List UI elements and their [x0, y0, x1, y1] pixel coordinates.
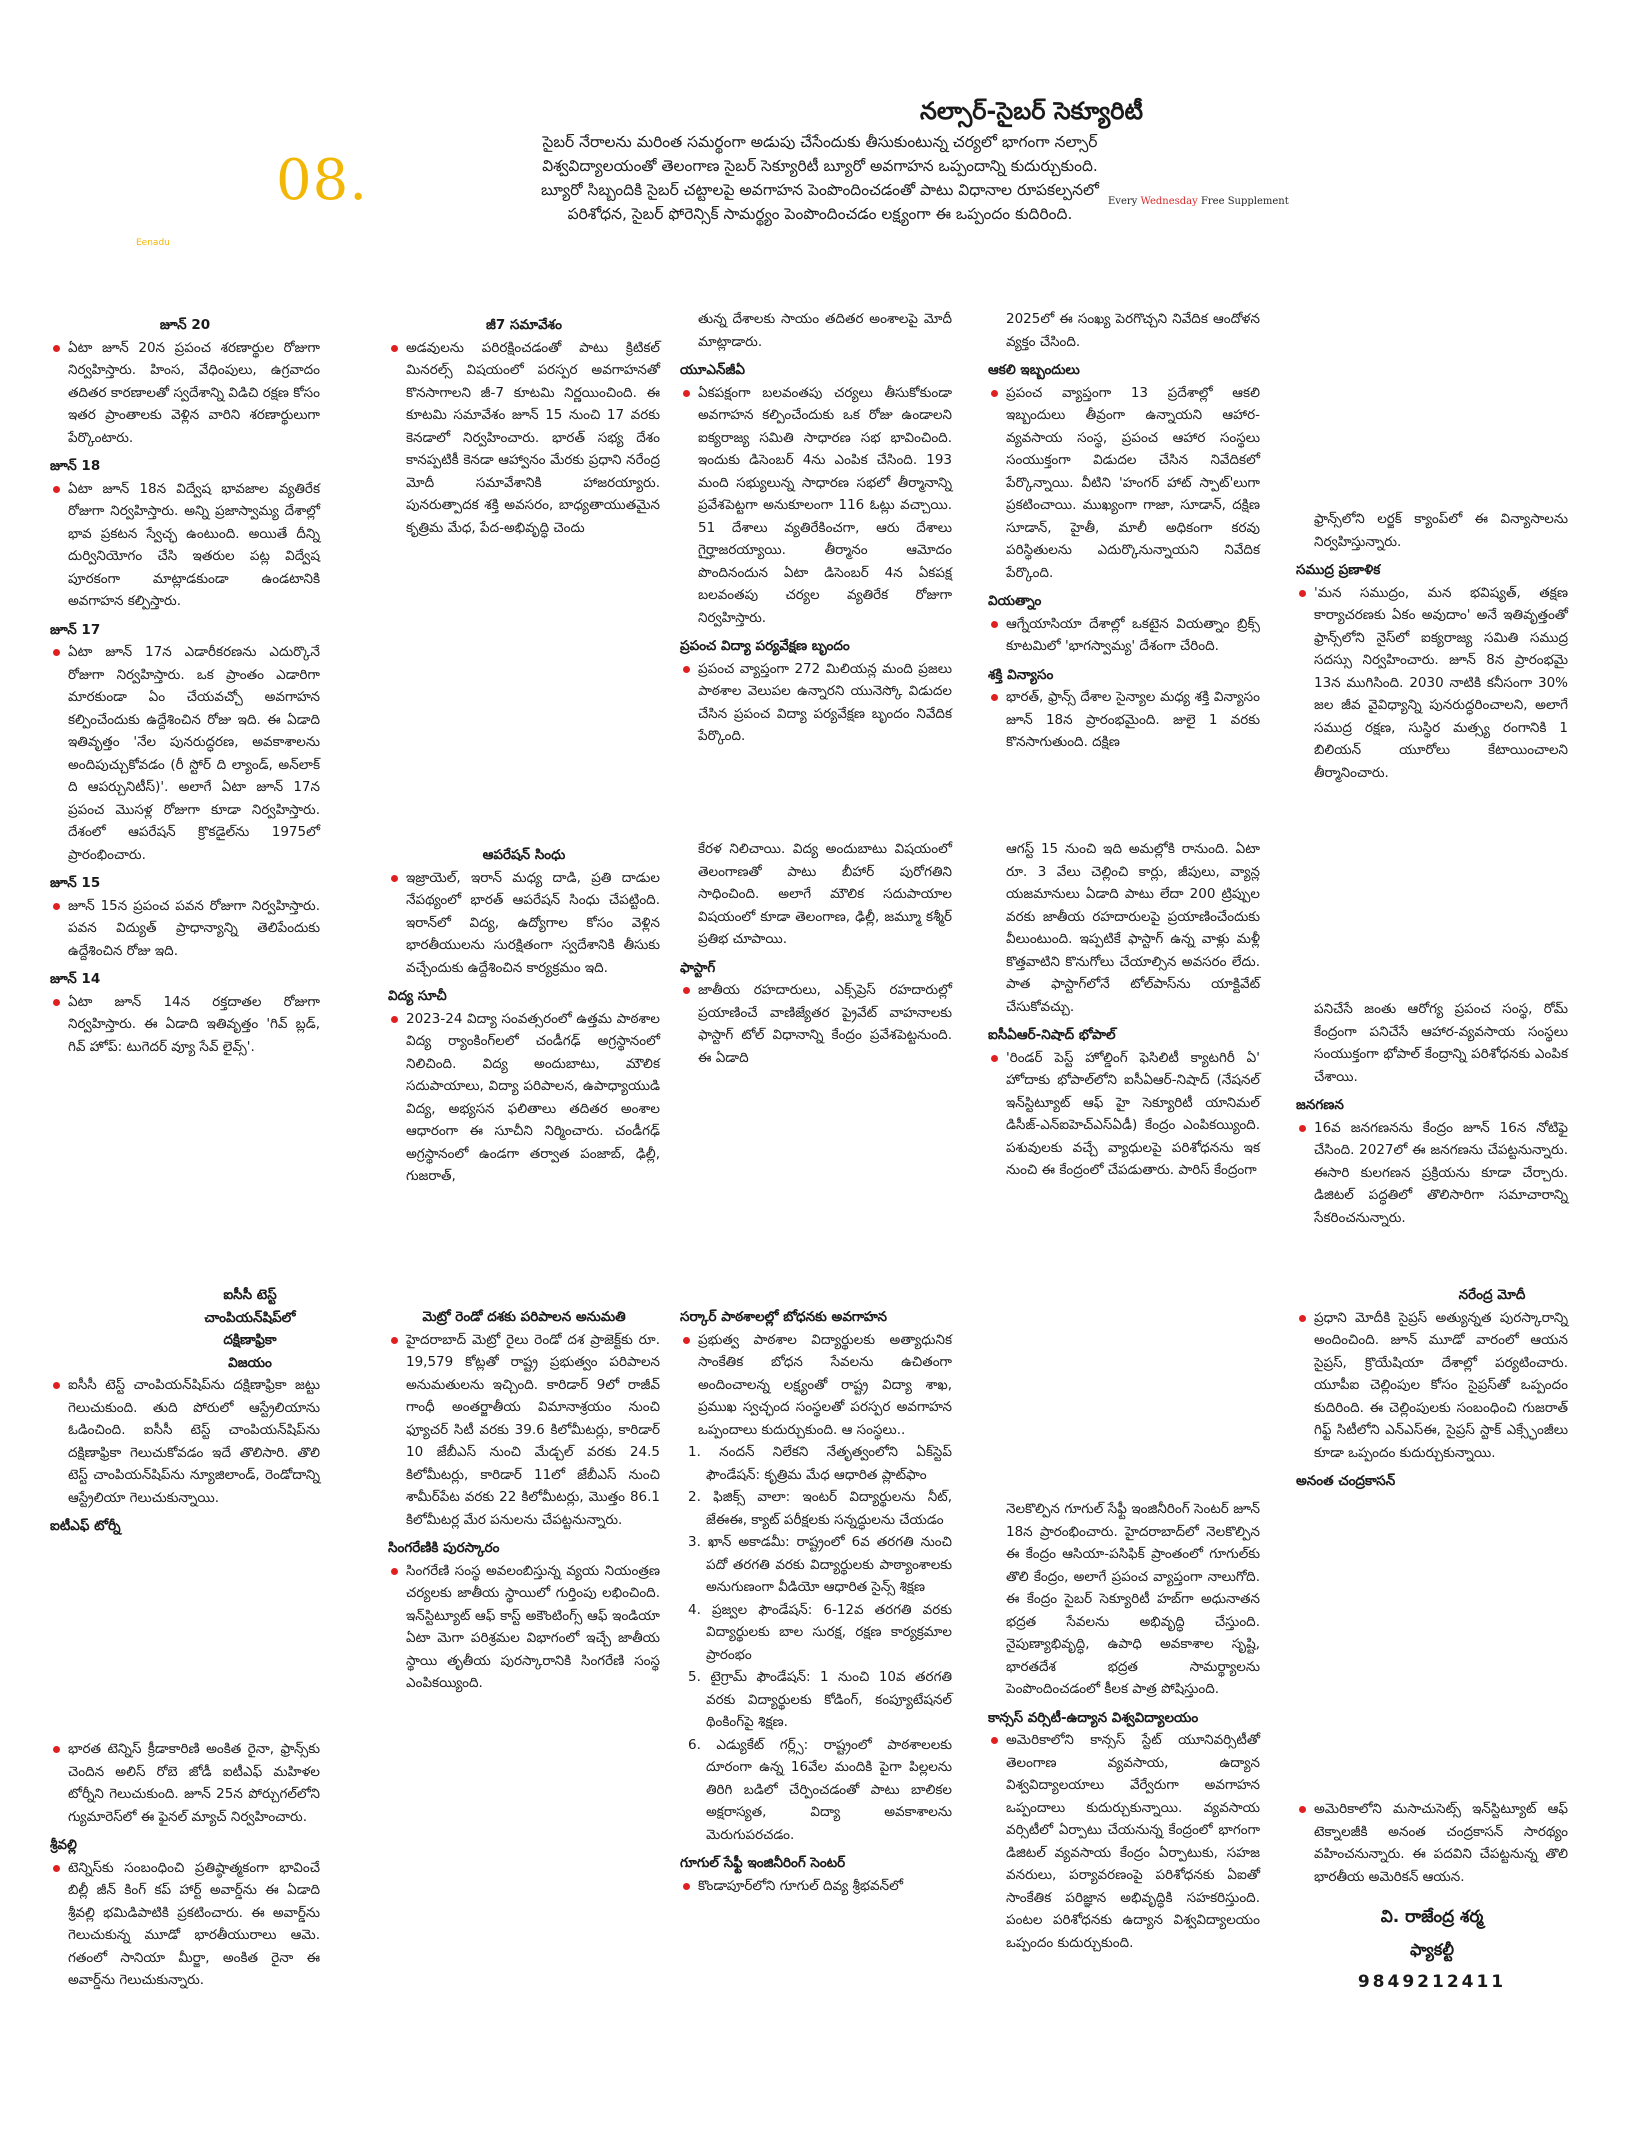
- article-text: అమెరికాలోని మసాచుసెట్స్‌ ఇన్‌స్టిట్యూట్‌ ఆఫ్‌ టెక్నాలజీకి అనంత చంద్రకాసన్‌ సారథ్యం వహించనున్నారు. ఈ పదవిని చేపట్టనున్న తొలి భారతీయ అమెరికన్‌ ఆయన.: [1296, 1798, 1568, 1888]
- article-text: 16వ జనగణనను కేంద్రం జూన్‌ 16న నోటిఫై చేసింది. 2027లో ఈ జనగణను చేపట్టనున్నారు. ఈసారి కులగణన ప్రక్రియను కూడా చేర్చారు. డిజిటల్‌ పద్ధతిలో తొలిసారిగా సమాచారాన్ని సేకరించనున్నారు.: [1296, 1117, 1568, 1230]
- article-text: ఏకపక్షంగా బలవంతపు చర్యలు తీసుకోకుండా అవగాహన కల్పించేందుకు ఒక రోజు ఉండాలని ఐక్యరాజ్య సమితి సాధారణ సభ భావించింది. ఇందుకు డిసెంబర్‌ 4ను ఎంపిక చేసింది. 193 మంది సభ్యులున్న సాధారణ సభలో తీర్మానాన్ని ప్రవేశపెట్టగా అనుకూలంగా 116 ఓట్లు వచ్చాయి. 51 దేశాలు వ్యతిరేకించగా, ఆరు దేశాలు గైర్హాజరయ్యాయి. తీర్మానం ఆమోదం పొందినందున ఏటా డిసెంబర్‌ 4న ఏకపక్ష బలవంతపు చర్యల వ్యతిరేక రోజుగా నిర్వహిస్తారు.: [680, 382, 952, 630]
- article-text: ఆగ్నేయాసియా దేశాల్లో ఒకటైన వియత్నాం బ్రిక్స్‌ కూటమిలో 'భాగస్వామ్య' దేశంగా చేరింది.: [988, 613, 1260, 658]
- article-text: కేరళ నిలిచాయి. విద్య అందుబాటు విషయంలో తెలంగాణతో పాటు బీహార్‌ పురోగతిని సాధించింది. అలాగే మౌలిక సదుపాయాల విషయంలో కూడా తెలంగాణ, ఢిల్లీ, జమ్మూ కశ్మీర్‌ ప్రతిభ చూపాయి.: [698, 841, 952, 947]
- section-icc: [50, 1278, 320, 1538]
- section-heading: ఐసీసీ టెస్ట్‌ చాంపియన్‌షిప్‌లో దక్షిణాఫ్రికా విజయం: [204, 1287, 296, 1371]
- article-text: అడవులను పరిరక్షించడంతో పాటు క్రిటికల్‌ మినరల్స్‌ విషయంలో పరస్పర అవగాహనతో కొనసాగాలని జీ-7 కూటమి నిర్ణయించింది. ఈ కూటమి సమావేశం జూన్‌ 15 నుంచి 17 వరకు కెనడాలో నిర్వహించారు. భారత్‌ సభ్య దేశం కానప్పటికీ కెనడా ఆహ్వానం మేరకు ప్రధాని నరేంద్ర మోదీ సమావేశానికి హాజరయ్యారు. పునరుత్పాదక శక్తి అవసరం, బాధ్యతాయుతమైన కృత్రిమ మేధ, పేద-అభివృద్ధి చెందు: [388, 337, 660, 540]
- article-text: ప్రభుత్వ పాఠశాల విద్యార్థులకు అత్యాధునిక సాంకేతిక బోధన సేవలను ఉచితంగా అందించాలన్న లక్ష్యంతో రాష్ట్ర విద్యా శాఖ, ప్రముఖ స్వచ్ఛంద సంస్థలతో పరస్పర అవగాహన ఒప్పందాలు కుదుర్చుకుంది. ఆ సంస్థలు..: [680, 1329, 952, 1442]
- list-item: 1. నందన్‌ నిలేకని నేతృత్వంలోని ఏక్‌స్టెప్‌ ఫౌండేషన్‌: కృత్రిమ మేధ ఆధారిత ప్లాట్‌ఫాం: [688, 1444, 952, 1483]
- section-census: [1296, 998, 1568, 1229]
- article-text: ఏటా జూన్‌ 17న ఎడారీకరణను ఎదుర్కొనే రోజుగా నిర్వహిస్తారు. ఒక ప్రాంతం ఎడారిగా మారకుండా ఏం చేయవచ్చో అవగాహన కల్పించేందుకు ఉద్దేశించిన రోజు ఇది. ఈ ఏడాది ఇతివృత్తం 'నేల పునరుద్ధరణ, అవకాశాలను అందిపుచ్చుకోవడం (రీ స్టోర్‌ ది ల్యాండ్‌, అన్‌లాక్‌ ది ఆపర్చునిటీస్‌)'. అలాగే ఏటా జూన్‌ 17న ప్రపంచ మొసళ్ల రోజుగా కూడా నిర్వహిస్తారు. దేశంలో ఆపరేషన్‌ క్రొకడైల్‌ను 1975లో ప్రారంభించారు.: [50, 641, 320, 866]
- section-schools: [680, 1300, 952, 1897]
- article-text: అమెరికాలోని కాన్సస్‌ స్టేట్‌ యూనివర్సిటీతో తెలంగాణ వ్యవసాయ, ఉద్యాన విశ్వవిద్యాలయాలు వేర్వేరుగా అవగాహన ఒప్పందాలు కుదుర్చుకున్నాయి. వ్యవసాయ వర్సిటీలో ఏర్పాటు చేయనున్న కేంద్రంలో భాగంగా డిజిటల్‌ వ్యవసాయ కేంద్రం ఏర్పాటుకు, సహజ వనరులు, పర్యావరణంపై పరిశోధనకు ఏఐతో సాంకేతిక పరిజ్ఞాన అభివృద్ధికి సహకరిస్తుంది. పంటల పరిశోధనకు ఉద్యాన విశ్వవిద్యాలయం ఒప్పందం కుదుర్చుకుంది.: [988, 1729, 1260, 1954]
- section-heading: ఐసీఏఆర్‌-నిషాద్‌ భోపాల్‌: [988, 1027, 1116, 1043]
- publication-mark: Eenadu: [136, 238, 170, 248]
- date-heading: జూన్‌ 14: [50, 971, 101, 987]
- date-heading: జూన్‌ 20: [159, 317, 211, 333]
- article-text: సింగరేణి సంస్థ అవలంబిస్తున్న వ్యయ నియంత్రణ చర్యలకు జాతీయ స్థాయిలో గుర్తింపు లభించింది. ఇన్‌స్టిట్యూట్‌ ఆఫ్‌ కాస్ట్‌ అకౌంటింగ్స్‌ ఆఫ్‌ ఇండియా ఏటా మెగా పరిశ్రమల విభాగంలో ఇచ్చే జాతీయ స్థాయి తృతీయ పురస్కారానికి సింగరేణి సంస్థ ఎంపికయ్యింది.: [388, 1560, 660, 1695]
- section-unga: [680, 308, 952, 748]
- article-text: ప్రపంచ వ్యాప్తంగా 272 మిలియన్ల మంది ప్రజలు పాఠశాల వెలుపల ఉన్నారని యునెస్కో విడుదల చేసిన ప్రపంచ విద్యా పర్యవేక్షణ బృందం నివేదిక పేర్కొంది.: [680, 658, 952, 748]
- section-tennis: [50, 1738, 320, 1992]
- section-heading: సింగరేణికి పురస్కారం: [388, 1540, 500, 1556]
- article-text: జాతీయ రహదారులు, ఎక్స్‌ప్రెస్‌ రహదారుల్లో ప్రయాణించే వాణిజ్యేతర ప్రైవేట్‌ వాహనాలకు ఫాస్టాగ్‌ టోల్‌ విధానాన్ని కేంద్రం ప్రవేశపెట్టనుంది. ఈ ఏడాది: [680, 979, 952, 1069]
- date-heading: జూన్‌ 17: [50, 621, 101, 638]
- article-text: ఏటా జూన్‌ 18న విద్వేష భావజాల వ్యతిరేక రోజుగా నిర్వహిస్తారు. అన్ని ప్రజాస్వామ్య దేశాల్లో భావ ప్రకటన స్వేచ్ఛ ఉంటుంది. అయితే దీన్ని దుర్వినియోగం చేసి ఇతరుల పట్ల విద్వేష పూరకంగా మాట్లాడకుండా ఉండటానికి అవగాహన కల్పిస్తారు.: [50, 478, 320, 613]
- article-text: టెన్నిస్‌కు సంబంధించి ప్రతిష్ఠాత్మకంగా భావించే బిల్లీ జీన్‌ కింగ్‌ కప్‌ హార్ట్‌ అవార్డ్‌ను ఈ ఏడాది శ్రీవల్లి భమిడిపాటికి ప్రకటించారు. ఈ అవార్డ్‌ను గెలుచుకున్న మూడో భారతీయురాలు ఆమె. గతంలో సానియా మీర్జా, అంకిత రైనా ఈ అవార్డ్‌ను గెలుచుకున్నారు.: [50, 1857, 320, 1992]
- page-number: 08.: [276, 148, 369, 213]
- article-text: నెలకొల్పిన గూగుల్‌ సేఫ్టీ ఇంజినీరింగ్‌ సెంటర్‌ జూన్‌ 18న ప్రారంభించారు. హైదరాబాద్‌లో నెలకొల్పిన ఈ కేంద్రం ఆసియా-పసిఫిక్‌ ప్రాంతంలో గూగుల్‌కు తొలి కేంద్రం, అలాగే ప్రపంచ వ్యాప్తంగా నాలుగోది. ఈ కేంద్రం సైబర్‌ సెక్యూరిటీ హబ్‌గా అధునాతన భద్రత సేవలను అభివృద్ధి చేస్తుంది. నైపుణ్యాభివృద్ధి, ఉపాధి అవకాశాల సృష్టి, భారతదేశ భద్రత సామర్థ్యాలను పెంపొందించడంలో కీలక పాత్ర పోషిస్తుంది.: [1006, 1501, 1260, 1697]
- article-text: హైదరాబాద్‌ మెట్రో రైలు రెండో దశ ప్రాజెక్ట్‌కు రూ. 19,579 కోట్లతో రాష్ట్ర ప్రభుత్వం పరిపాలన అనుమతులను ఇచ్చింది. కారిడార్‌ 9లో రాజీవ్‌ గాంధీ అంతర్జాతీయ విమానాశ్రయం నుంచి ఫ్యూచర్‌ సిటీ వరకు 39.6 కిలోమీటర్లు, కారిడార్‌ 10 జేబీఎస్‌ నుంచి మేడ్చల్‌ వరకు 24.5 కిలోమీటర్లు, కారిడార్‌ 11లో జేబీఎస్‌ నుంచి శామీర్‌పేట వరకు 22 కిలోమీటర్లు, మొత్తం 86.1 కిలోమీటర్ల మేర పనులను చేపట్టనున్నారు.: [388, 1329, 660, 1532]
- lead-headline: నల్సార్‌-సైబర్‌ సెక్యూరిటీ: [920, 97, 1143, 125]
- section-mit: [1296, 1798, 1568, 1994]
- article-text: ప్రపంచ వ్యాప్తంగా 13 ప్రదేశాల్లో ఆకలి ఇబ్బందులు తీవ్రంగా ఉన్నాయని ఆహార-వ్యవసాయ సంస్థ, ప్రపంచ ఆహార సంస్థలు సంయుక్తంగా విడుదల చేసిన నివేదికలో పేర్కొన్నాయి. వీటిని 'హంగర్‌ హాట్‌ స్పాట్‌'లుగా ప్రకటించాయి. ముఖ్యంగా గాజా, సూడాన్‌, దక్షిణ సూడాన్‌, హైతీ, మాలీ అధికంగా కరవు పరిస్థితులను ఎదుర్కొనున్నాయని నివేదిక పేర్కొంది.: [988, 382, 1260, 585]
- article-text: ప్రధాని మోదీకి సైప్రస్‌ అత్యున్నత పురస్కారాన్ని అందించింది. జూన్‌ మూడో వారంలో ఆయన సైప్రస్‌, క్రొయేషియా దేశాల్లో పర్యటించారు. యూపీఐ చెల్లింపుల కోసం సైప్రస్‌తో ఒప్పందం కుదిరింది. ఈ చెల్లింపులకు సంబంధించి గుజరాత్‌ గిఫ్ట్‌ సిటీలోని ఎన్‌ఎస్‌ఈ, సైప్రస్‌ స్టాక్‌ ఎక్స్ఛేంజీలు కూడా ఒప్పందం కుదుర్చుకున్నాయి.: [1296, 1307, 1568, 1465]
- section-heading: ఆకలి ఇబ్బందులు: [988, 362, 1080, 378]
- article-text: ఫ్రాన్స్‌లోని లర్జక్‌ క్యాంప్‌లో ఈ విన్యాసాలను నిర్వహిస్తున్నారు.: [1314, 511, 1568, 550]
- article-text: 2023-24 విద్యా సంవత్సరంలో ఉత్తమ పాఠశాల విద్య ర్యాంకింగ్‌లలో చండీగఢ్‌ అగ్రస్థానంలో నిలిచింది. విద్య అందుబాటు, మౌలిక సదుపాయాలు, విద్యా పరిపాలన, ఉపాధ్యాయుడి విద్య, అభ్యసన ఫలితాలు తదితర అంశాల ఆధారంగా ఈ సూచీని నిర్మించారు. చండీగఢ్‌ అగ్రస్థానంలో ఉండగా తర్వాత పంజాబ్‌, ఢిల్లీ, గుజరాత్‌,: [388, 1008, 660, 1188]
- section-heading: ఆపరేషన్‌ సింధు: [482, 847, 566, 863]
- supplement-line: [1108, 196, 1289, 207]
- list-item: 4. ప్రజ్వల ఫౌండేషన్‌: 6-12వ తరగతి వరకు విద్యార్థులకు బాల సురక్ష, రక్షణ కార్యక్రమాల ప్రారంభం: [688, 1601, 952, 1663]
- section-heading: శ్రీవల్లి: [50, 1837, 77, 1853]
- section-heading: అనంత చంద్రకాసన్‌: [1296, 1473, 1396, 1489]
- article-text: ఆగస్ట్‌ 15 నుంచి ఇది అమల్లోకి రానుంది. ఏటా రూ. 3 వేలు చెల్లించి కార్లు, జీపులు, వ్యాన్ల యజమానులు ఏడాది పాటు లేదా 200 ట్రిప్పుల వరకు జాతీయ రహదారులపై ప్రయాణించేందుకు వీలుంటుంది. ఇప్పటికే ఫాస్టాగ్‌ ఉన్న వాళ్లు మళ్లీ కొత్తవాటిని కొనుగోలు చేయాల్సిన అవసరం లేదు. పాత ఫాస్టాగ్‌లోనే టోల్‌పాస్‌ను యాక్టివేట్‌ చేసుకోవచ్చు.: [1006, 841, 1260, 1015]
- article-text: కొండాపూర్‌లోని గూగుల్‌ దివ్య శ్రీభవన్‌లో: [680, 1875, 952, 1898]
- supplement-post: Free Supplement: [1197, 196, 1289, 207]
- article-text: 'రిండర్‌ పెస్ట్‌ హోల్డింగ్‌ ఫెసిలిటీ క్యాటగిరీ ఏ' హోదాకు భోపాల్‌లోని ఐసీఏఆర్‌-నిషాద్‌ (నేషనల్‌ ఇన్‌స్టిట్యూట్‌ ఆఫ్‌ హై సెక్యూరిటీ యానిమల్‌ డిసీజ్‌-ఎన్‌ఐహెచ్‌ఎస్‌ఏడీ) కేంద్రం ఎంపికయ్యింది. పశువులకు వచ్చే వ్యాధులపై పరిశోధనను ఇక నుంచి ఈ కేంద్రంలో చేపడుతారు. పారిస్‌ కేంద్రంగా: [988, 1047, 1260, 1182]
- section-heading: యూఎన్‌జీఏ: [680, 362, 745, 378]
- article-text: పనిచేసే జంతు ఆరోగ్య ప్రపంచ సంస్థ, రోమ్‌ కేంద్రంగా పనిచేసే ఆహార-వ్యవసాయ సంస్థలు సంయుక్తంగా భోపాల్‌ కేంద్రాన్ని పరిశోధనకు ఎంపిక చేశాయి.: [1314, 1001, 1568, 1085]
- article-text: తున్న దేశాలకు సాయం తదితర అంశాలపై మోదీ మాట్లాడారు.: [698, 311, 952, 350]
- list-item: 6. ఎడ్యుకేట్‌ గర్ల్స్‌: రాష్ట్రంలో పాఠశాలలకు దూరంగా ఉన్న 16వేల మందికి పైగా పిల్లలను తిరిగి బడిలో చేర్పించడంతో పాటు బాలికల అక్షరాస్యత, విద్యా అవకాశాలను మెరుగుపరచడం.: [688, 1736, 952, 1843]
- article-text: ఏటా జూన్‌ 20న ప్రపంచ శరణార్థుల రోజుగా నిర్వహిస్తారు. హింస, వేధింపులు, ఉగ్రవాదం తదితర కారణాలతో స్వదేశాన్ని విడిచి రక్షణ కోసం ఇతర ప్రాంతాలకు వెళ్లిన వారిని శరణార్థులుగా పేర్కొంటారు.: [50, 337, 320, 450]
- section-heading: నరేంద్ర మోదీ: [1458, 1287, 1526, 1303]
- section-days: [50, 308, 320, 1058]
- section-heading: ఐటీఎఫ్‌ టోర్నీ: [50, 1518, 121, 1534]
- author-name: వి. రాజేంద్ర శర్మ: [1380, 1907, 1484, 1927]
- section-heading: శక్తి విన్యాసం: [988, 666, 1054, 683]
- section-icar: [988, 838, 1260, 1182]
- list-item: 2. ఫిజిక్స్‌ వాలా: ఇంటర్‌ విద్యార్థులను నీట్‌, జేఈఈ, క్యాట్‌ పరీక్షలకు సన్నద్ధులను చేయడం: [688, 1489, 952, 1528]
- section-heading: కాన్సస్‌ వర్సిటీ-ఉద్యాన విశ్వవిద్యాలయం: [988, 1709, 1199, 1726]
- article-text: 2025లో ఈ సంఖ్య పెరగొచ్చని నివేదిక ఆందోళన వ్యక్తం చేసింది.: [1006, 311, 1260, 350]
- article-text: ఇజ్రాయెల్‌, ఇరాన్‌ మధ్య దాడి, ప్రతి దాడుల నేపథ్యంలో భారత్‌ ఆపరేషన్‌ సింధు చేపట్టింది. ఇరాన్‌లో విద్య, ఉద్యోగాల కోసం వెళ్లిన భారతీయులను సురక్షితంగా స్వదేశానికి తీసుకు వచ్చేందుకు ఉద్దేశించిన కార్యక్రమం ఇది.: [388, 867, 660, 980]
- section-ocean: [1296, 508, 1568, 784]
- section-heading: ప్రపంచ విద్యా పర్యవేక్షణ బృందం: [680, 638, 850, 654]
- section-operation-sindhu: [388, 838, 660, 1188]
- article-text: 'మన సముద్రం, మన భవిష్యత్‌, తక్షణ కార్యాచరణకు ఏకం అవుదాం' అనే ఇతివృత్తంతో ఫ్రాన్స్‌లోని నైస్‌లో ఐక్యరాజ్య సమితి సముద్ర సదస్సు నిర్వహించారు. జూన్‌ 8న ప్రారంభమై 13న ముగిసింది. 2030 నాటికి కనీసంగా 30% జల జీవ వైవిధ్యాన్ని పునరుద్ధరించాలని, అలాగే సముద్ర రక్షణ, సుస్థిర మత్స్య రంగానికి 1 బిలియన్‌ యూరోలు కేటాయించాలని తీర్మానించారు.: [1296, 582, 1568, 785]
- article-text: జూన్‌ 15న ప్రపంచ పవన రోజుగా నిర్వహిస్తారు. పవన విద్యుత్‌ ప్రాధాన్యాన్ని తెలిపేందుకు ఉద్దేశించిన రోజు ఇది.: [50, 895, 320, 963]
- section-heading: విద్య సూచీ: [388, 988, 447, 1004]
- section-metro: [388, 1300, 660, 1695]
- section-hunger: [988, 308, 1260, 754]
- author-role: ఫ్యాకల్టీ: [1410, 1939, 1454, 1959]
- author-phone: 9849212411: [1357, 1972, 1507, 1992]
- section-fastag: [680, 838, 952, 1069]
- section-modi: [1296, 1278, 1568, 1493]
- list-item: 3. ఖాన్‌ అకాడమీ: రాష్ట్రంలో 6వ తరగతి నుంచి పదో తరగతి వరకు విద్యార్థులకు పాఠ్యాంశాలకు అనుగుణంగా వీడియో ఆధారిత సైన్స్‌ శిక్షణ: [688, 1534, 952, 1595]
- date-heading: జూన్‌ 18: [50, 458, 101, 474]
- section-heading: సముద్ర ప్రణాళిక: [1296, 562, 1381, 578]
- section-heading: మెట్రో రెండో దశకు పరిపాలన అనుమతి: [422, 1309, 626, 1325]
- list-item: 5. టైగ్రామ్‌ ఫౌండేషన్‌: 1 నుంచి 10వ తరగతి వరకు విద్యార్థులకు కోడింగ్‌, కంప్యూటేషనల్‌ థింకింగ్‌పై శిక్షణ.: [688, 1669, 952, 1730]
- article-text: భారత్‌, ఫ్రాన్స్‌ దేశాల సైన్యాల మధ్య శక్తి విన్యాసం జూన్‌ 18న ప్రారంభమైంది. జులై 1 వరకు కొనసాగుతుంది. దక్షిణ: [988, 686, 1260, 754]
- article-text: ఐసీసీ టెస్ట్‌ చాంపియన్‌షిప్‌ను దక్షిణాఫ్రికా జట్టు గెలుచుకుంది. తుది పోరులో ఆస్ట్రేలియాను ఓడించింది. ఐసీసీ టెస్ట్‌ చాంపియన్‌షిప్‌ను దక్షిణాఫ్రికా గెలుచుకోవడం ఇదే తొలిసారి. తొలి టెస్ట్‌ చాంపియన్‌షిప్‌ను న్యూజిలాండ్‌, రెండోదాన్ని ఆస్ట్రేలియా గెలుచుకున్నాయి.: [50, 1374, 320, 1509]
- lead-intro: సైబర్‌ నేరాలను మరింత సమర్థంగా అడుపు చేసేందుకు తీసుకుంటున్న చర్యలో భాగంగా నల్సార్‌ విశ్వవిద్యాలయంతో తెలంగాణ సైబర్‌ సెక్యూరిటీ బ్యూరో అవగాహన ఒప్పందాన్ని కుదుర్చుకుంది. బ్యూరో సిబ్బందికి సైబర్‌ చట్టాలపై అవగాహన పెంపొందించడంతో పాటు విధానాల రూపకల్పనలో పరిశోధన, సైబర్‌ ఫోరెన్సిక్‌ సామర్థ్యం పెంపొందించడం లక్ష్యంగా ఈ ఒప్పందం కుదిరింది.: [541, 133, 1099, 223]
- supplement-day: Wednesday: [1140, 196, 1198, 207]
- article-text: ఏటా జూన్‌ 14న రక్తదాతల రోజుగా నిర్వహిస్తారు. ఈ ఏడాది ఇతివృత్తం 'గివ్‌ బ్లడ్‌, గివ్‌ హోప్‌: టుగెదర్‌ వ్యూ సేవ్‌ లైవ్స్‌'.: [50, 991, 320, 1059]
- section-g7: [388, 308, 660, 539]
- section-heading: వియత్నాం: [988, 593, 1042, 609]
- supplement-pre: Every: [1108, 196, 1141, 207]
- date-heading: జూన్‌ 15: [50, 875, 101, 891]
- section-heading: ఫాస్టాగ్‌: [680, 959, 716, 976]
- section-heading: జనగణన: [1296, 1097, 1344, 1113]
- article-text: భారత టెన్నిస్‌ క్రీడాకారిణి అంకిత రైనా, ఫ్రాన్స్‌కు చెందిన అలిస్‌ రోబె జోడీ ఐటీఎఫ్‌ మహిళల టోర్నీని గెలుచుకుంది. జూన్‌ 25న పోర్చుగల్‌లోని గ్యుమారెస్‌లో ఈ ఫైనల్‌ మ్యాచ్‌ నిర్వహించారు.: [50, 1738, 320, 1828]
- section-heading: సర్కార్‌ పాఠశాలల్లో బోధనకు అవగాహన: [680, 1309, 887, 1325]
- section-google: [988, 1498, 1260, 1954]
- section-heading: గూగుల్‌ సేఫ్టీ ఇంజినీరింగ్‌ సెంటర్‌: [680, 1855, 846, 1871]
- section-heading: జీ7 సమావేశం: [486, 317, 562, 333]
